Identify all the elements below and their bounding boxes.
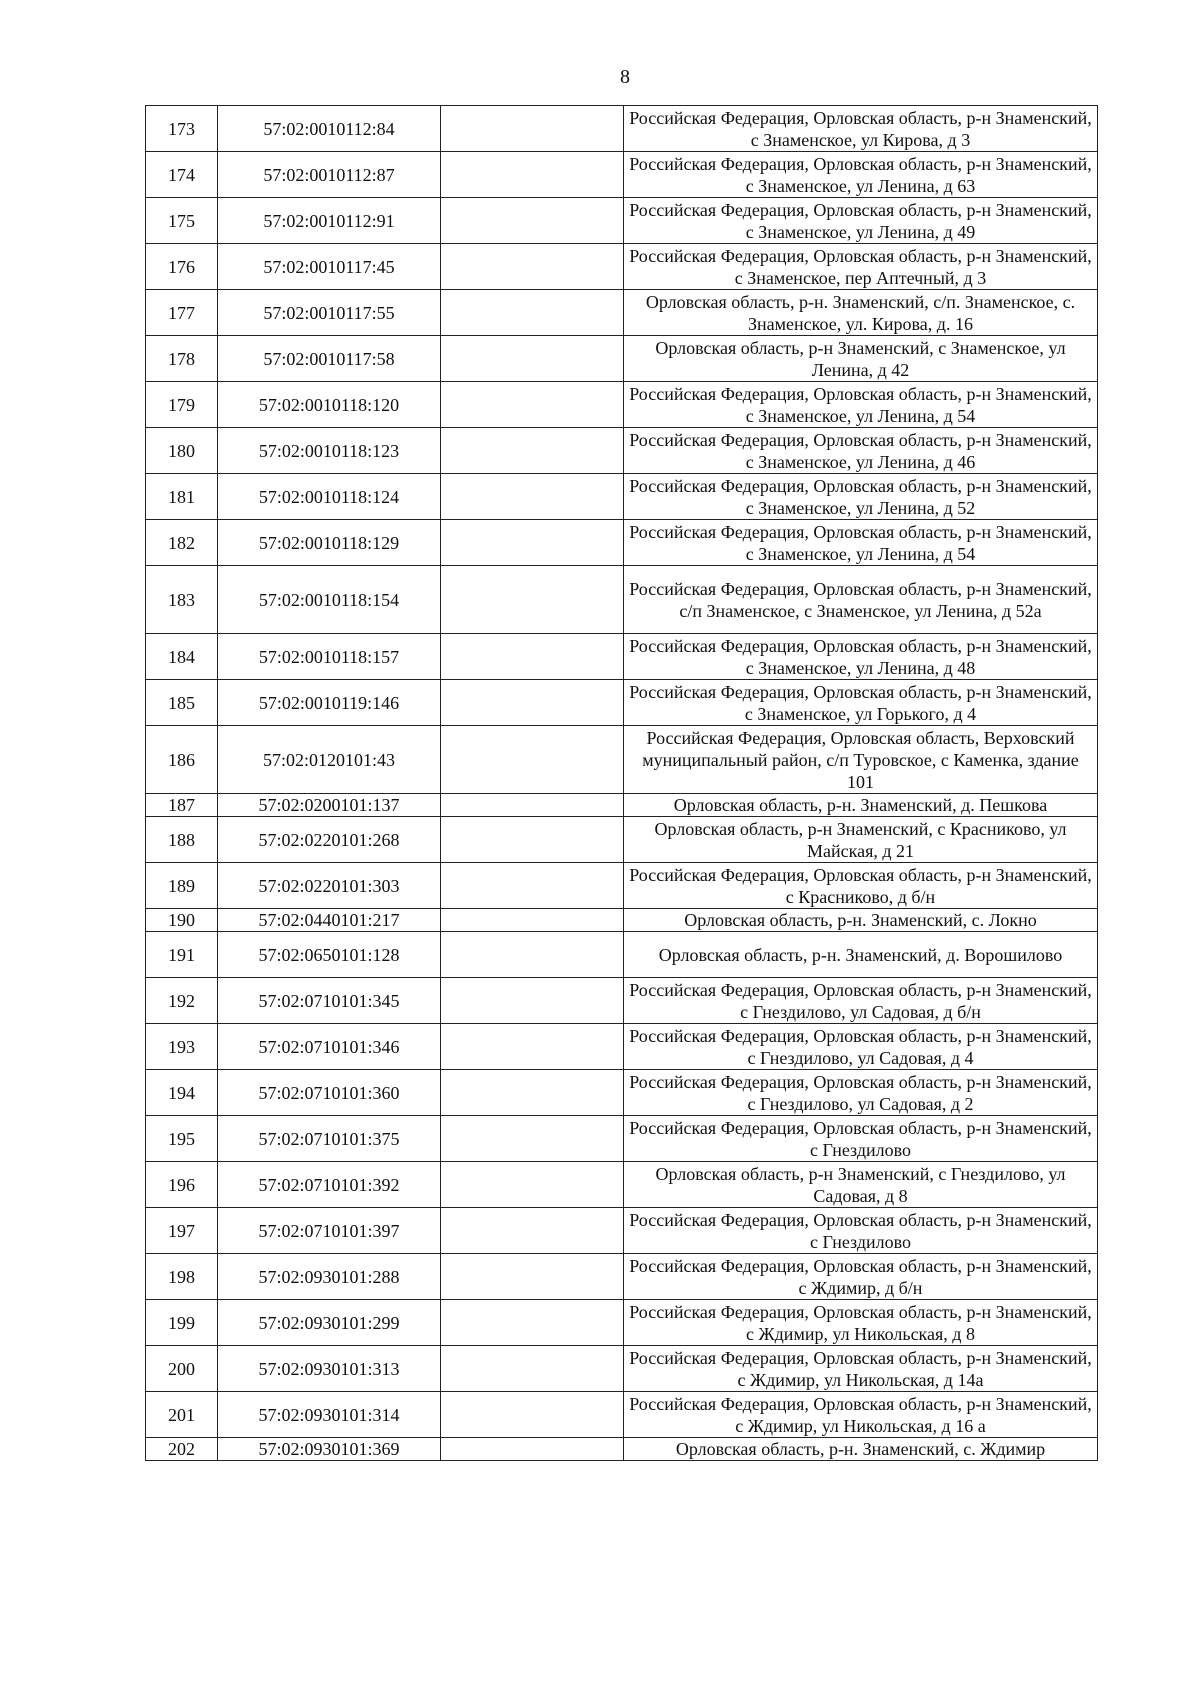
table-row: [146, 1116, 1098, 1162]
address: Российская Федерация, Орловская область, р-н Знаменский, с Ждимир, ул Никольская, д 16 а: [624, 1392, 1098, 1438]
address: Российская Федерация, Орловская область, р-н Знаменский, с Ждимир, ул Никольская, д 14а: [624, 1346, 1098, 1392]
table-row: [146, 978, 1098, 1024]
empty-cell: [441, 244, 624, 290]
address: Российская Федерация, Орловская область, р-н Знаменский, с Знаменское, ул Ленина, д 49: [624, 198, 1098, 244]
empty-cell: [441, 474, 624, 520]
table-row: [146, 909, 1098, 932]
empty-cell: [441, 382, 624, 428]
empty-cell: [441, 1300, 624, 1346]
empty-cell: [441, 198, 624, 244]
cadastral-number: 57:02:0010112:87: [218, 152, 441, 198]
empty-cell: [441, 863, 624, 909]
row-number: 182: [146, 520, 218, 566]
table-row: [146, 794, 1098, 817]
address: Российская Федерация, Орловская область, р-н Знаменский, с Знаменское, ул Ленина, д 48: [624, 634, 1098, 680]
cadastral-number: 57:02:0930101:314: [218, 1392, 441, 1438]
table-row: [146, 290, 1098, 336]
table-row: [146, 1300, 1098, 1346]
empty-cell: [441, 566, 624, 634]
row-number: 201: [146, 1392, 218, 1438]
table-body: [146, 106, 1098, 1461]
cadastral-number: 57:02:0440101:217: [218, 909, 441, 932]
cadastral-number: 57:02:0710101:392: [218, 1162, 441, 1208]
cadastral-number: 57:02:0010117:58: [218, 336, 441, 382]
cadastral-number: 57:02:0010117:55: [218, 290, 441, 336]
empty-cell: [441, 1116, 624, 1162]
row-number: 193: [146, 1024, 218, 1070]
row-number: 183: [146, 566, 218, 634]
row-number: 189: [146, 863, 218, 909]
table-row: [146, 634, 1098, 680]
address: Орловская область, р-н Знаменский, с Красниково, ул Майская, д 21: [624, 817, 1098, 863]
address: Орловская область, р-н Знаменский, с Знаменское, ул Ленина, д 42: [624, 336, 1098, 382]
table-row: [146, 1162, 1098, 1208]
empty-cell: [441, 932, 624, 978]
cadastral-number: 57:02:0120101:43: [218, 726, 441, 794]
row-number: 177: [146, 290, 218, 336]
cadastral-number: 57:02:0010119:146: [218, 680, 441, 726]
table-row: [146, 198, 1098, 244]
cadastral-number: 57:02:0930101:288: [218, 1254, 441, 1300]
address: Орловская область, р-н. Знаменский, с. Локно: [624, 909, 1098, 932]
row-number: 202: [146, 1438, 218, 1461]
table-row: [146, 1346, 1098, 1392]
table-row: [146, 106, 1098, 152]
empty-cell: [441, 336, 624, 382]
cadastral-number: 57:02:0200101:137: [218, 794, 441, 817]
cadastral-number: 57:02:0710101:360: [218, 1070, 441, 1116]
cadastral-number: 57:02:0650101:128: [218, 932, 441, 978]
address: Российская Федерация, Орловская область, р-н Знаменский, с Знаменское, ул Горького, д 4: [624, 680, 1098, 726]
cadastral-number: 57:02:0710101:375: [218, 1116, 441, 1162]
empty-cell: [441, 290, 624, 336]
empty-cell: [441, 1208, 624, 1254]
empty-cell: [441, 152, 624, 198]
row-number: 176: [146, 244, 218, 290]
row-number: 199: [146, 1300, 218, 1346]
cadastral-number: 57:02:0930101:313: [218, 1346, 441, 1392]
row-number: 175: [146, 198, 218, 244]
cadastral-number: 57:02:0220101:268: [218, 817, 441, 863]
row-number: 194: [146, 1070, 218, 1116]
cadastral-number: 57:02:0010118:123: [218, 428, 441, 474]
table-row: [146, 1024, 1098, 1070]
cadastral-number: 57:02:0010118:120: [218, 382, 441, 428]
table-row: [146, 336, 1098, 382]
row-number: 184: [146, 634, 218, 680]
cadastral-number: 57:02:0930101:369: [218, 1438, 441, 1461]
row-number: 174: [146, 152, 218, 198]
table-row: [146, 1070, 1098, 1116]
table-row: [146, 382, 1098, 428]
row-number: 198: [146, 1254, 218, 1300]
address: Орловская область, р-н. Знаменский, с. Ждимир: [624, 1438, 1098, 1461]
empty-cell: [441, 428, 624, 474]
empty-cell: [441, 520, 624, 566]
cadastral-number: 57:02:0220101:303: [218, 863, 441, 909]
empty-cell: [441, 794, 624, 817]
address: Российская Федерация, Орловская область, р-н Знаменский, с Знаменское, ул Ленина, д 52: [624, 474, 1098, 520]
row-number: 179: [146, 382, 218, 428]
cadastral-number: 57:02:0710101:397: [218, 1208, 441, 1254]
address: Российская Федерация, Орловская область, р-н Знаменский, с Знаменское, ул Ленина, д 63: [624, 152, 1098, 198]
row-number: 197: [146, 1208, 218, 1254]
row-number: 200: [146, 1346, 218, 1392]
empty-cell: [441, 726, 624, 794]
cadastral-number: 57:02:0010112:91: [218, 198, 441, 244]
cadastral-number: 57:02:0710101:346: [218, 1024, 441, 1070]
empty-cell: [441, 1162, 624, 1208]
cadastral-number: 57:02:0710101:345: [218, 978, 441, 1024]
address: Российская Федерация, Орловская область, р-н Знаменский, с Ждимир, д б/н: [624, 1254, 1098, 1300]
row-number: 180: [146, 428, 218, 474]
address: Российская Федерация, Орловская область, р-н Знаменский, с Знаменское, ул Ленина, д 46: [624, 428, 1098, 474]
cadastral-number: 57:02:0010117:45: [218, 244, 441, 290]
table-row: [146, 520, 1098, 566]
empty-cell: [441, 106, 624, 152]
address: Российская Федерация, Орловская область, р-н Знаменский, с Гнездилово, ул Садовая, д 4: [624, 1024, 1098, 1070]
table-row: [146, 863, 1098, 909]
row-number: 186: [146, 726, 218, 794]
cadastral-number: 57:02:0010112:84: [218, 106, 441, 152]
row-number: 178: [146, 336, 218, 382]
row-number: 192: [146, 978, 218, 1024]
empty-cell: [441, 909, 624, 932]
row-number: 191: [146, 932, 218, 978]
cadastral-number: 57:02:0010118:154: [218, 566, 441, 634]
property-registry-table: [145, 105, 1098, 1461]
address: Орловская область, р-н. Знаменский, д. Пешкова: [624, 794, 1098, 817]
table-row: [146, 817, 1098, 863]
table-row: [146, 428, 1098, 474]
address: Российская Федерация, Орловская область, р-н Знаменский, с Знаменское, ул Ленина, д 54: [624, 382, 1098, 428]
address: Российская Федерация, Орловская область, р-н Знаменский, с Гнездилово, ул Садовая, д б/н: [624, 978, 1098, 1024]
row-number: 181: [146, 474, 218, 520]
empty-cell: [441, 1024, 624, 1070]
empty-cell: [441, 817, 624, 863]
address: Российская Федерация, Орловская область, р-н Знаменский, с Гнездилово, ул Садовая, д 2: [624, 1070, 1098, 1116]
row-number: 185: [146, 680, 218, 726]
row-number: 188: [146, 817, 218, 863]
table-row: [146, 1392, 1098, 1438]
address: Российская Федерация, Орловская область, р-н Знаменский, с Знаменское, ул Кирова, д 3: [624, 106, 1098, 152]
address: Российская Федерация, Орловская область, р-н Знаменский, с Красниково, д б/н: [624, 863, 1098, 909]
table-row: [146, 680, 1098, 726]
address: Орловская область, р-н. Знаменский, д. Ворошилово: [624, 932, 1098, 978]
empty-cell: [441, 680, 624, 726]
empty-cell: [441, 1392, 624, 1438]
address: Российская Федерация, Орловская область, р-н Знаменский, с/п Знаменское, с Знаменское, ул Ленина, д 52а: [624, 566, 1098, 634]
row-number: 195: [146, 1116, 218, 1162]
address: Российская Федерация, Орловская область, Верховский муниципальный район, с/п Туровское, с Каменка, здание 101: [624, 726, 1098, 794]
address: Российская Федерация, Орловская область, р-н Знаменский, с Знаменское, пер Аптечный, д 3: [624, 244, 1098, 290]
row-number: 173: [146, 106, 218, 152]
row-number: 196: [146, 1162, 218, 1208]
table-row: [146, 566, 1098, 634]
cadastral-number: 57:02:0930101:299: [218, 1300, 441, 1346]
empty-cell: [441, 978, 624, 1024]
empty-cell: [441, 634, 624, 680]
empty-cell: [441, 1254, 624, 1300]
table-row: [146, 1208, 1098, 1254]
table-row: [146, 244, 1098, 290]
address: Российская Федерация, Орловская область, р-н Знаменский, с Знаменское, ул Ленина, д 54: [624, 520, 1098, 566]
address: Орловская область, р-н Знаменский, с Гнездилово, ул Садовая, д 8: [624, 1162, 1098, 1208]
cadastral-number: 57:02:0010118:157: [218, 634, 441, 680]
empty-cell: [441, 1346, 624, 1392]
cadastral-number: 57:02:0010118:129: [218, 520, 441, 566]
address: Российская Федерация, Орловская область, р-н Знаменский, с Гнездилово: [624, 1208, 1098, 1254]
address: Российская Федерация, Орловская область, р-н Знаменский, с Ждимир, ул Никольская, д 8: [624, 1300, 1098, 1346]
empty-cell: [441, 1438, 624, 1461]
cadastral-number: 57:02:0010118:124: [218, 474, 441, 520]
address: Российская Федерация, Орловская область, р-н Знаменский, с Гнездилово: [624, 1116, 1098, 1162]
table-row: [146, 1438, 1098, 1461]
table-row: [146, 1254, 1098, 1300]
empty-cell: [441, 1070, 624, 1116]
table-row: [146, 474, 1098, 520]
table-row: [146, 152, 1098, 198]
row-number: 187: [146, 794, 218, 817]
page-number: 8: [620, 66, 630, 88]
row-number: 190: [146, 909, 218, 932]
address: Орловская область, р-н. Знаменский, с/п. Знаменское, с. Знаменское, ул. Кирова, д. 16: [624, 290, 1098, 336]
table-row: [146, 726, 1098, 794]
table-row: [146, 932, 1098, 978]
